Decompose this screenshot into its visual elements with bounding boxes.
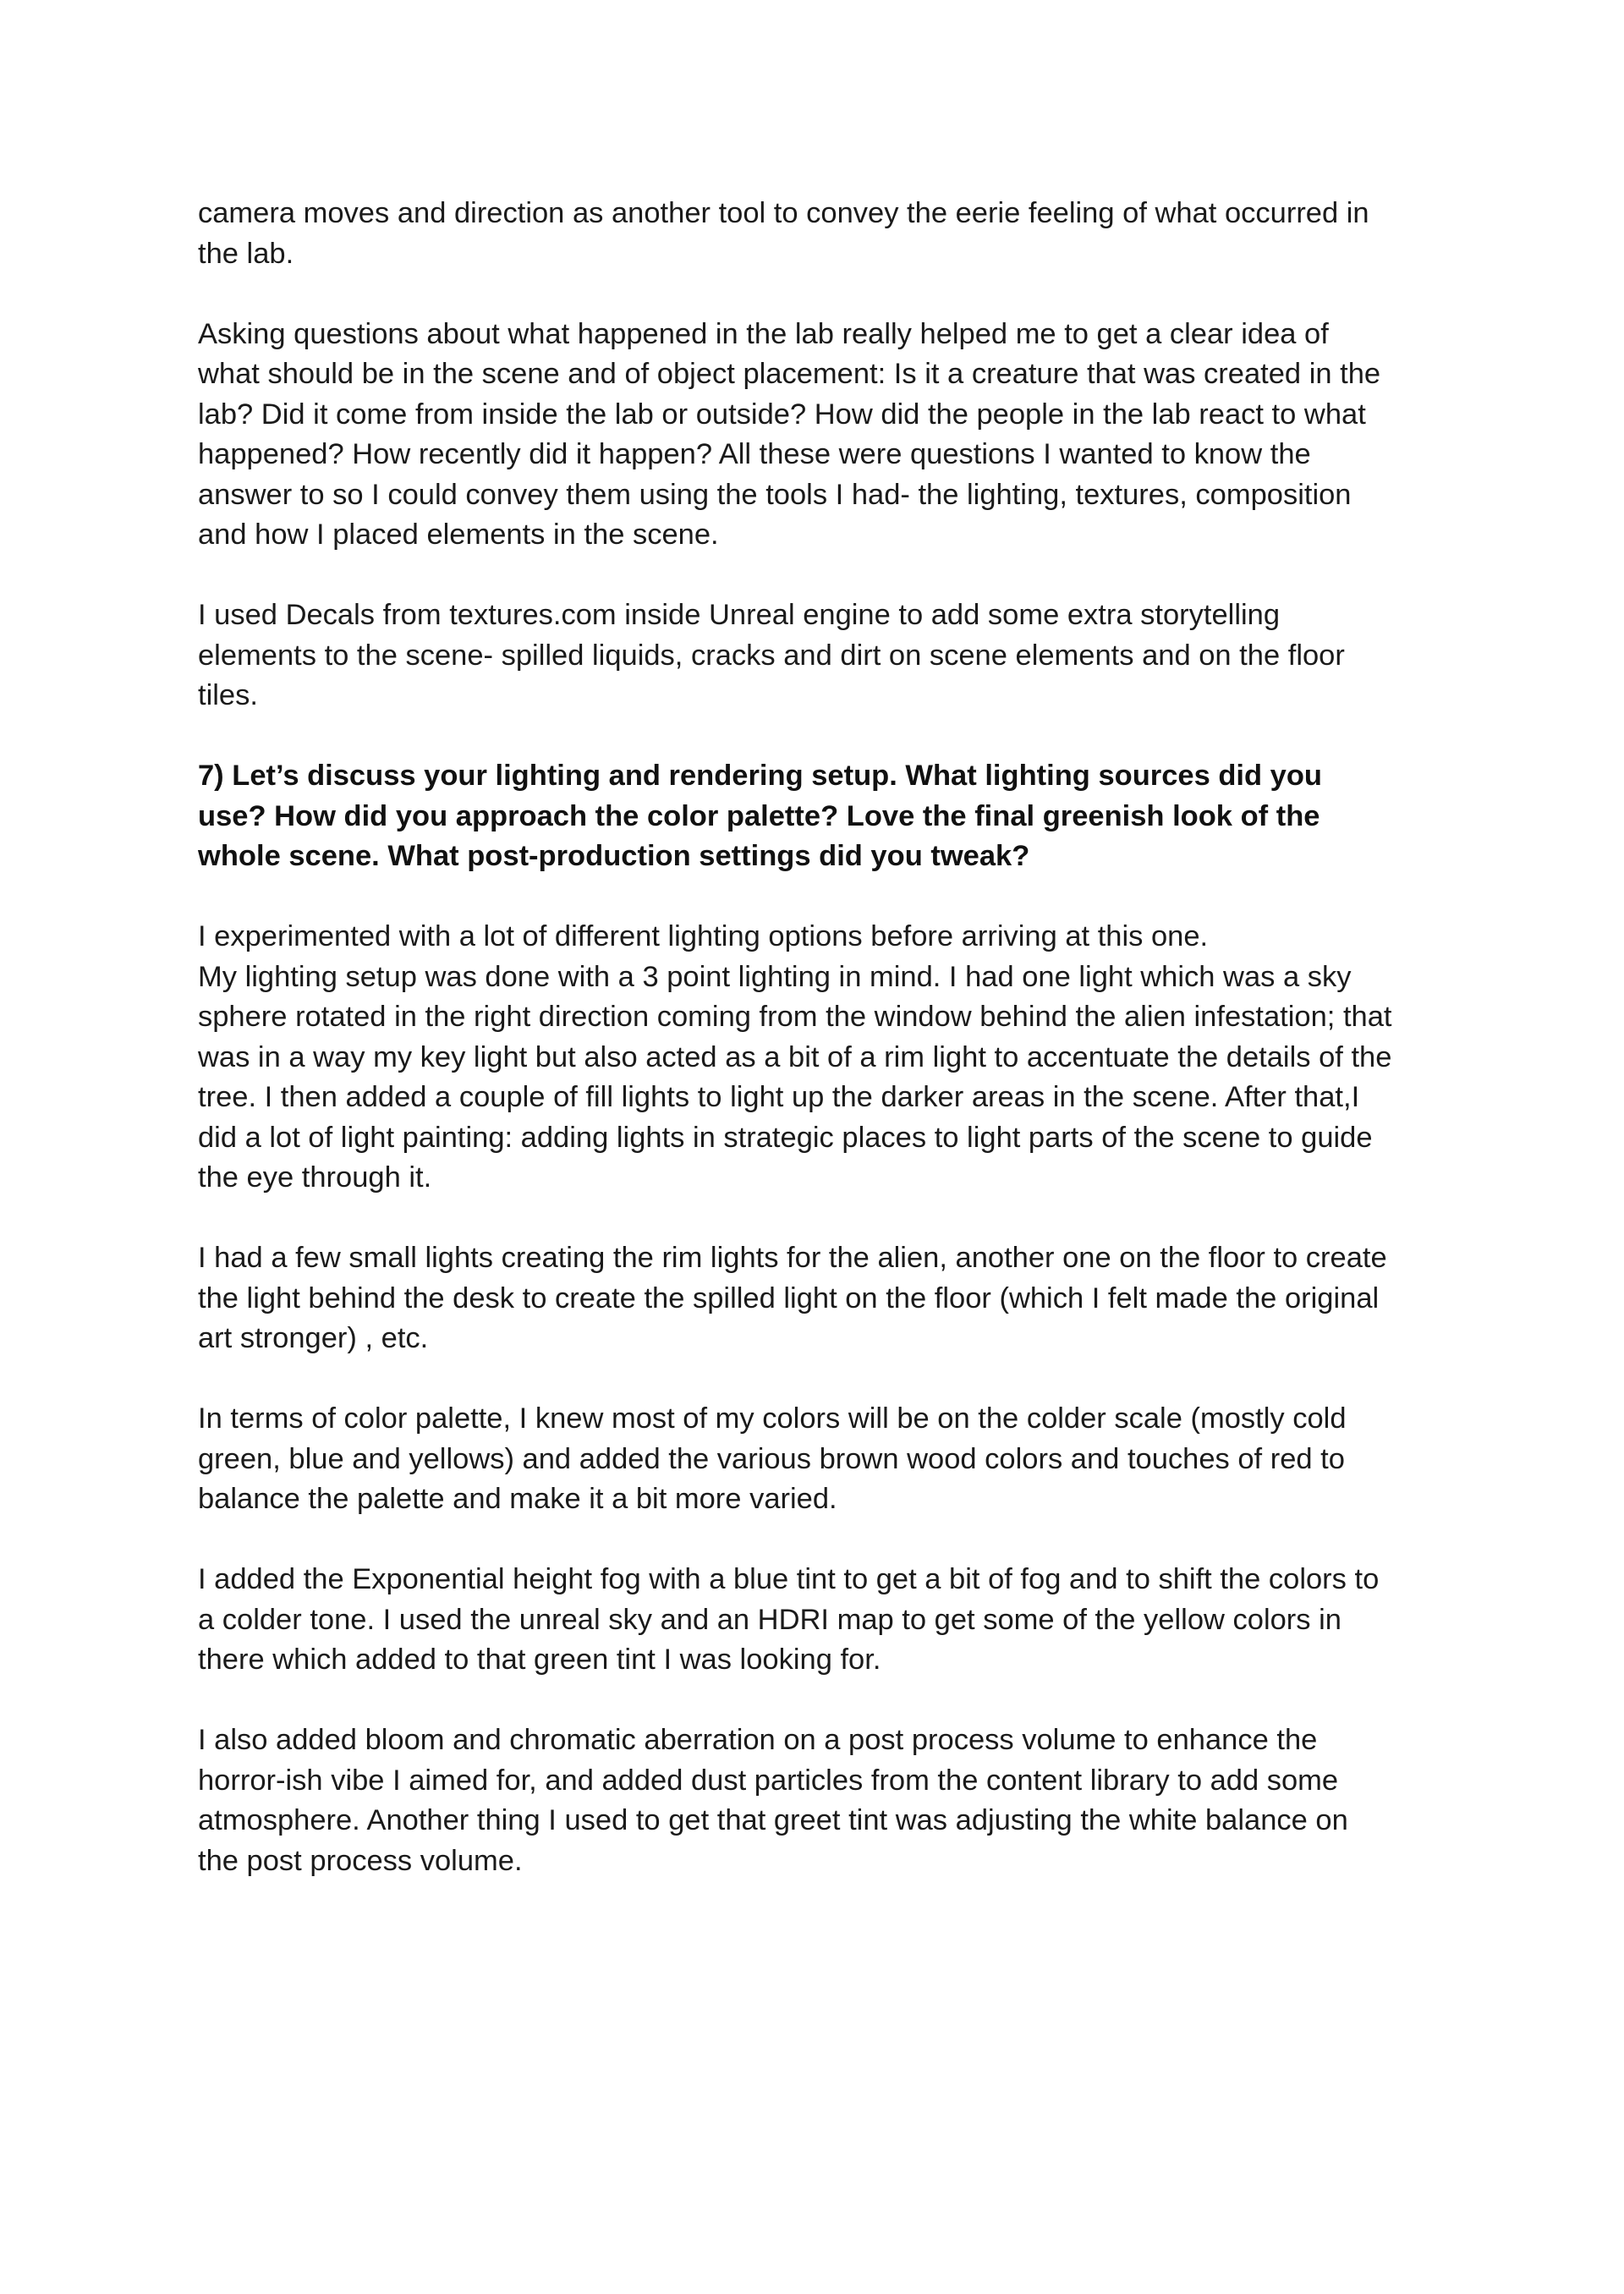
text-line: was in a way my key light but also acted as a bit of a rim light to accentuate the details of the [198,1040,1392,1073]
paragraph-rim-lights [198,1238,1450,1359]
paragraph-color-palette [198,1399,1450,1520]
text-line: there which added to that green tint I was looking for. [198,1644,881,1676]
text-line: camera moves and direction as another tool to convey the eerie feeling of what occurred in [198,197,1369,229]
text-line: elements to the scene- spilled liquids, cracks and dirt on scene elements and on the floor [198,639,1345,672]
paragraph-post-process [198,1720,1450,1881]
text-line: I also added bloom and chromatic aberration on a post process volume to enhance the [198,1724,1318,1756]
text-line: did a lot of light painting: adding lights in strategic places to light parts of the scene to guide [198,1121,1373,1154]
text-line: I added the Exponential height fog with a blue tint to get a bit of fog and to shift the colors to [198,1563,1380,1595]
text-line: My lighting setup was done with a 3 point lighting in mind. I had one light which was a sky [198,960,1352,993]
paragraph-experimented [198,917,1450,958]
text-line: what should be in the scene and of object placement: Is it a creature that was created in the [198,358,1381,390]
text-line: I used Decals from textures.com inside Unreal engine to add some extra storytelling [198,599,1281,631]
text-line: art stronger) , etc. [198,1322,429,1354]
text-line: lab? Did it come from inside the lab or outside? How did the people in the lab react to what [198,398,1366,431]
text-line: I experimented with a lot of different lighting options before arriving at this one. [198,920,1209,952]
interview-question-7 [198,756,1450,877]
document-body [198,194,1450,1922]
text-line: answer to so I could convey them using the tools I had- the lighting, textures, composition [198,478,1352,511]
question-line: whole scene. What post-production settings did you tweak? [198,840,1030,872]
text-line: happened? How recently did it happen? All these were questions I wanted to know the [198,438,1311,470]
question-line: 7) Let’s discuss your lighting and rendering setup. What lighting sources did you [198,760,1323,792]
text-line: a colder tone. I used the unreal sky and an HDRI map to get some of the yellow colors in [198,1603,1341,1636]
question-line: use? How did you approach the color palette? Love the final greenish look of the [198,799,1320,832]
text-line: balance the palette and make it a bit more varied. [198,1483,837,1515]
text-line: and how I placed elements in the scene. [198,519,719,551]
paragraph-asking-questions [198,315,1450,556]
text-line: green, blue and yellows) and added the various brown wood colors and touches of red to [198,1442,1345,1475]
text-line: atmosphere. Another thing I used to get that greet tint was adjusting the white balance on [198,1804,1348,1836]
text-line: the post process volume. [198,1844,523,1877]
text-line: I had a few small lights creating the rim lights for the alien, another one on the floor to create [198,1242,1387,1274]
text-line: the light behind the desk to create the spilled light on the floor (which I felt made the original [198,1281,1380,1314]
text-line: the eye through it. [198,1161,432,1194]
text-line: tree. I then added a couple of fill lights to light up the darker areas in the scene. After that,I [198,1081,1360,1113]
text-line: horror-ish vibe I aimed for, and added dust particles from the content library to add some [198,1764,1339,1797]
paragraph-camera-moves [198,194,1450,274]
text-line: sphere rotated in the right direction coming from the window behind the alien infestation; that [198,1001,1392,1033]
paragraph-lighting-setup [198,958,1450,1199]
text-line: In terms of color palette, I knew most of my colors will be on the colder scale (mostly cold [198,1402,1347,1435]
text-line: the lab. [198,237,294,270]
paragraph-decals [198,595,1450,716]
text-line: Asking questions about what happened in the lab really helped me to get a clear idea of [198,317,1329,350]
text-line: tiles. [198,679,258,711]
paragraph-height-fog [198,1560,1450,1681]
